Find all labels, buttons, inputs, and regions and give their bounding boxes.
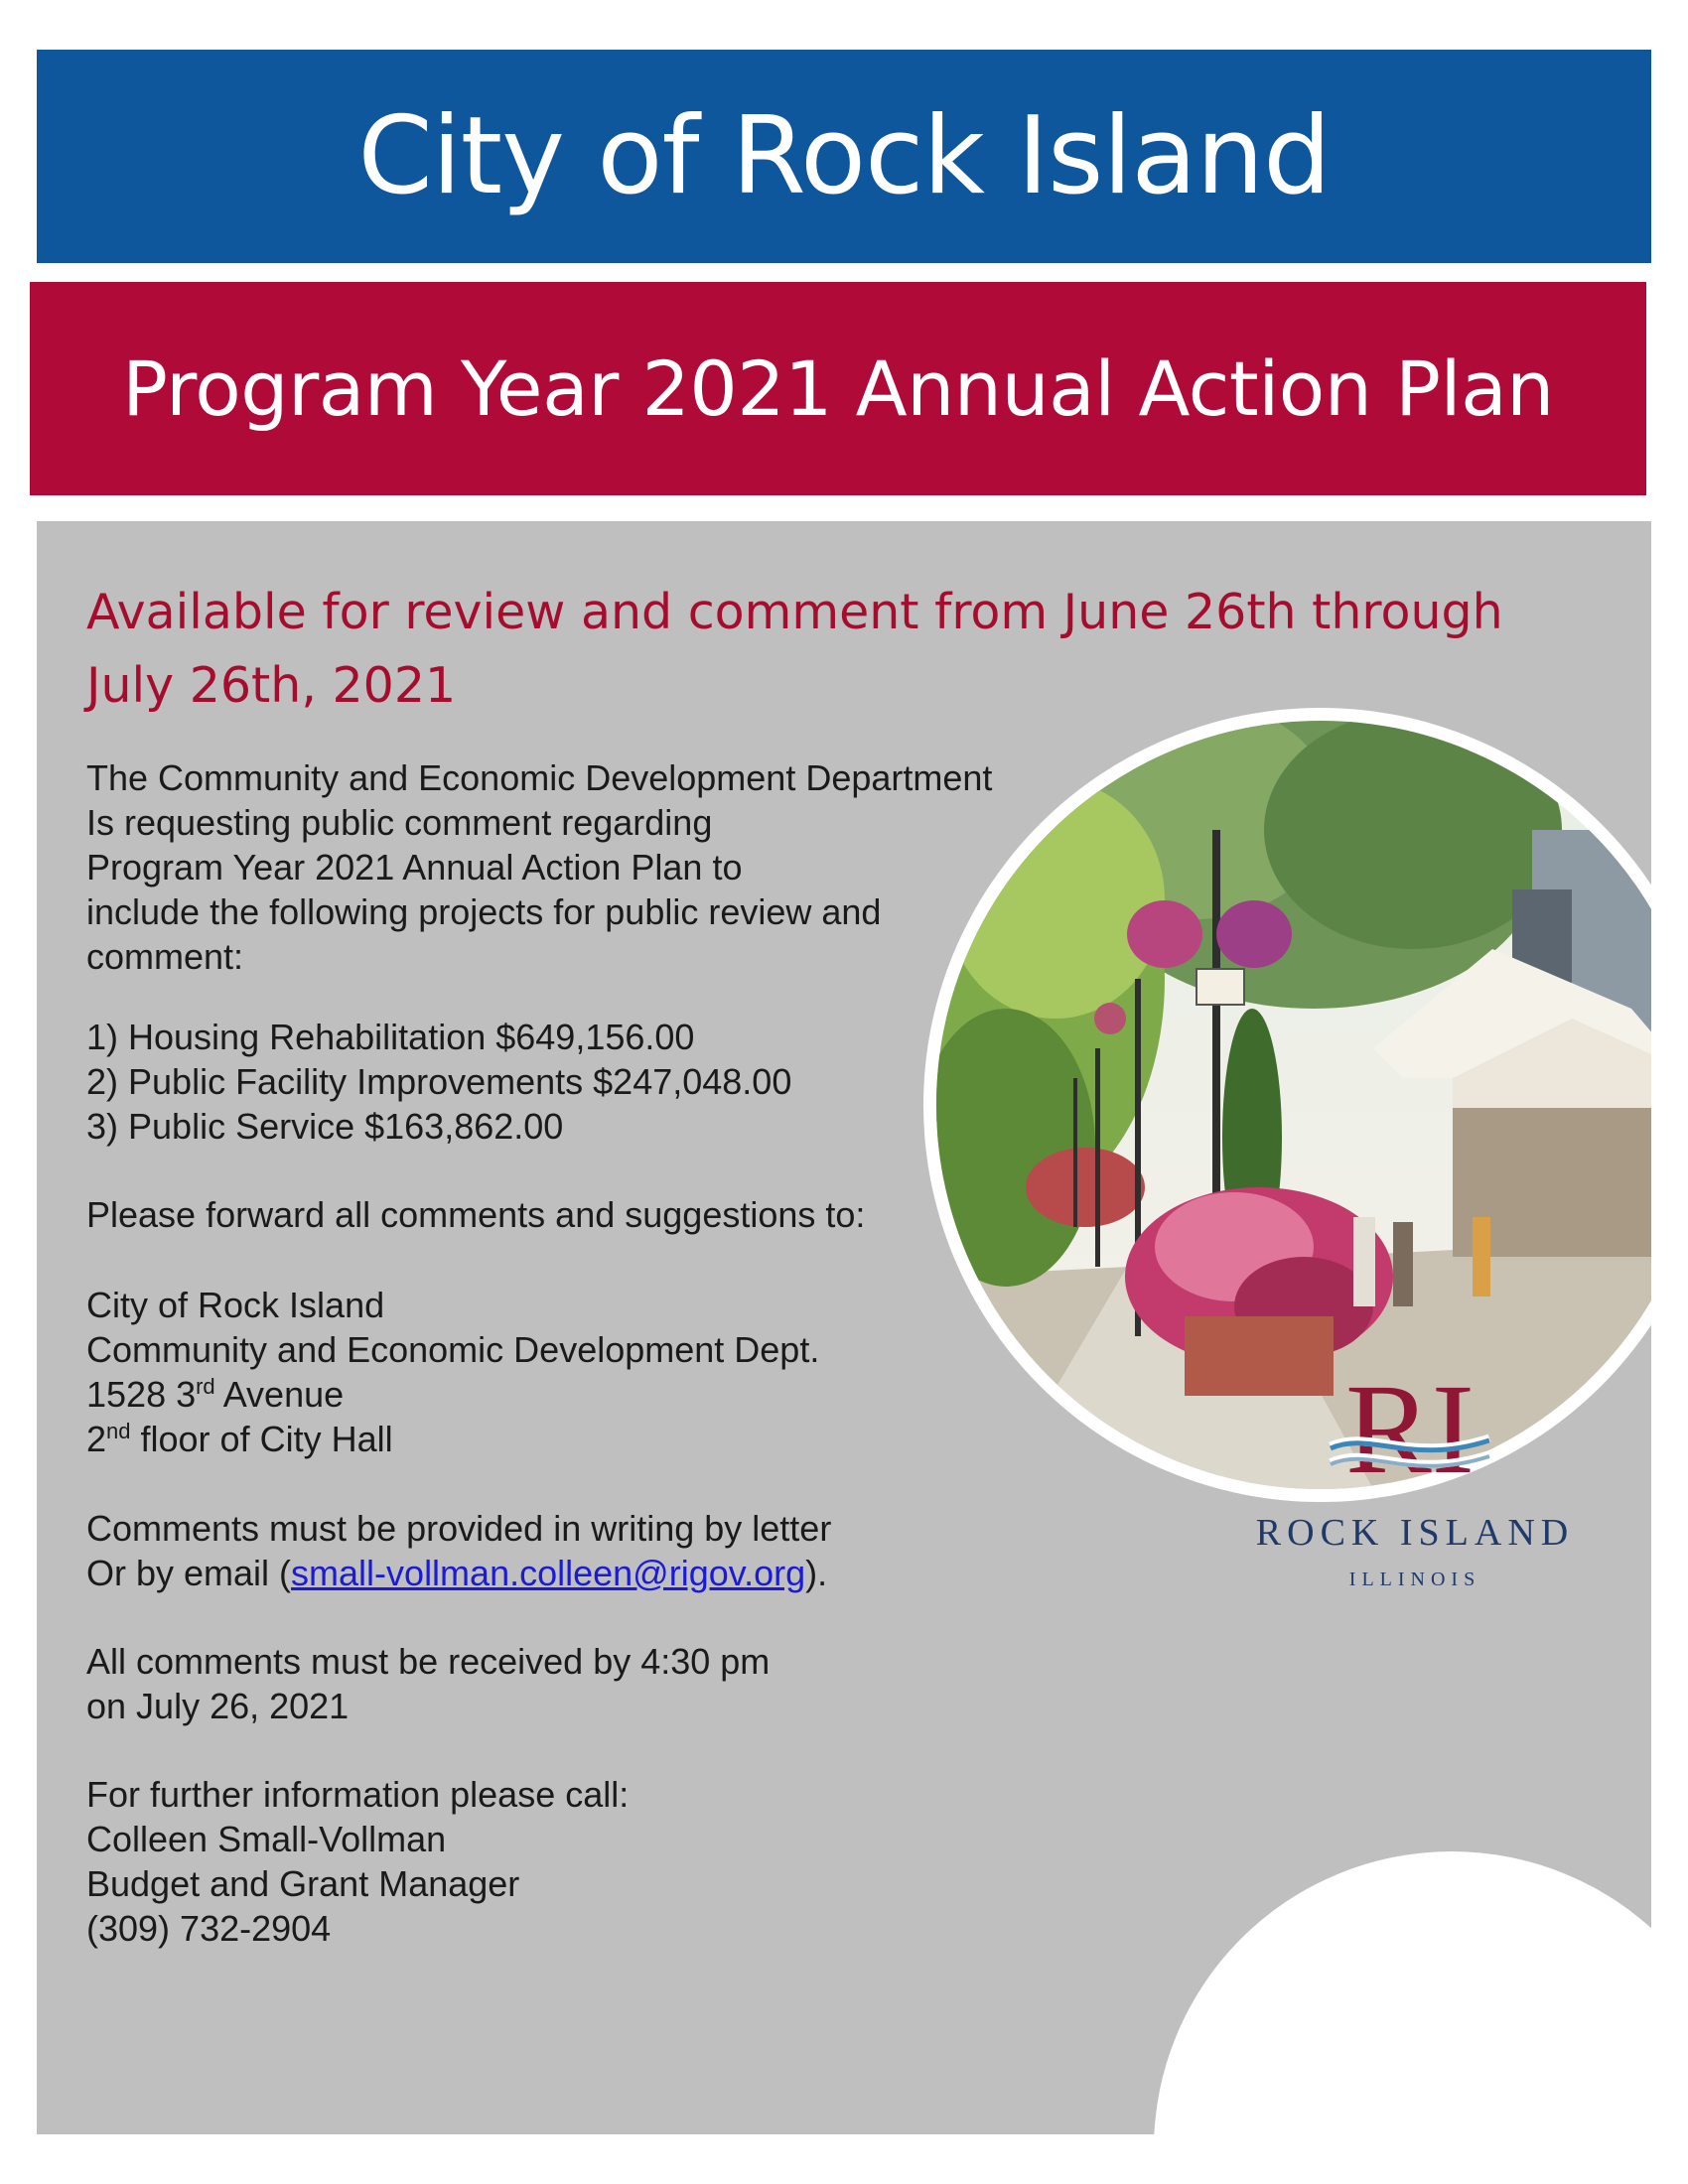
- intro-line: Is requesting public comment regarding: [86, 802, 713, 843]
- rock-island-logo: [1321, 1355, 1499, 1509]
- contact-line: (309) 732-2904: [86, 1908, 332, 1949]
- page-title: City of Rock Island: [357, 94, 1331, 218]
- list-item: 1) Housing Rehabilitation $649,156.00: [86, 1017, 695, 1057]
- email-link[interactable]: small-vollman.colleen@rigov.org: [291, 1553, 806, 1593]
- intro-paragraph: [86, 755, 992, 979]
- mailing-address: [86, 1283, 819, 1461]
- project-list: [86, 1015, 791, 1149]
- forward-label: Please forward all comments and suggestions to:: [86, 1194, 866, 1235]
- address-line: City of Rock Island: [86, 1285, 385, 1325]
- contact-line: Colleen Small-Vollman: [86, 1819, 447, 1859]
- logo-name: ROCK ISLAND: [1255, 1512, 1575, 1554]
- deadline-line: All comments must be received by 4:30 pm: [86, 1641, 771, 1682]
- logo-backdrop: [1154, 1851, 1651, 2134]
- streetscape-photo: [923, 708, 1651, 1502]
- logo-state: ILLINOIS: [1348, 1569, 1481, 1590]
- intro-line: The Community and Economic Development Department: [86, 757, 993, 798]
- deadline-line: on July 26, 2021: [86, 1686, 350, 1726]
- street-address: 1528 3rd Avenue: [86, 1374, 345, 1415]
- contact-info: [86, 1772, 629, 1951]
- contact-line: Budget and Grant Manager: [86, 1863, 520, 1904]
- floor-address: 2nd floor of City Hall: [86, 1419, 393, 1459]
- email-line: Or by email (small-vollman.colleen@rigov.org).: [86, 1553, 828, 1593]
- subtitle-banner: [30, 282, 1646, 495]
- notice-panel: [37, 521, 1651, 2134]
- streetscape-illustration: [936, 721, 1651, 1489]
- intro-line: Program Year 2021 Annual Action Plan to: [86, 847, 743, 887]
- intro-line: include the following projects for public review and: [86, 891, 882, 932]
- writing-line: Comments must be provided in writing by letter: [86, 1508, 832, 1549]
- submission-instructions: [86, 1506, 831, 1595]
- title-banner: [37, 50, 1651, 263]
- forward-instruction: [86, 1192, 865, 1237]
- review-period-headline: Available for review and comment from June 26th through July 26th, 2021: [86, 584, 1503, 714]
- list-item: 3) Public Service $163,862.00: [86, 1106, 564, 1147]
- address-line: Community and Economic Development Dept.: [86, 1329, 820, 1370]
- list-item: 2) Public Facility Improvements $247,048.00: [86, 1061, 792, 1102]
- svg-text:RI: RI: [1345, 1358, 1475, 1501]
- contact-line: For further information please call:: [86, 1774, 630, 1815]
- deadline: [86, 1639, 770, 1728]
- page-subtitle: Program Year 2021 Annual Action Plan: [122, 344, 1554, 433]
- intro-line: comment:: [86, 936, 244, 977]
